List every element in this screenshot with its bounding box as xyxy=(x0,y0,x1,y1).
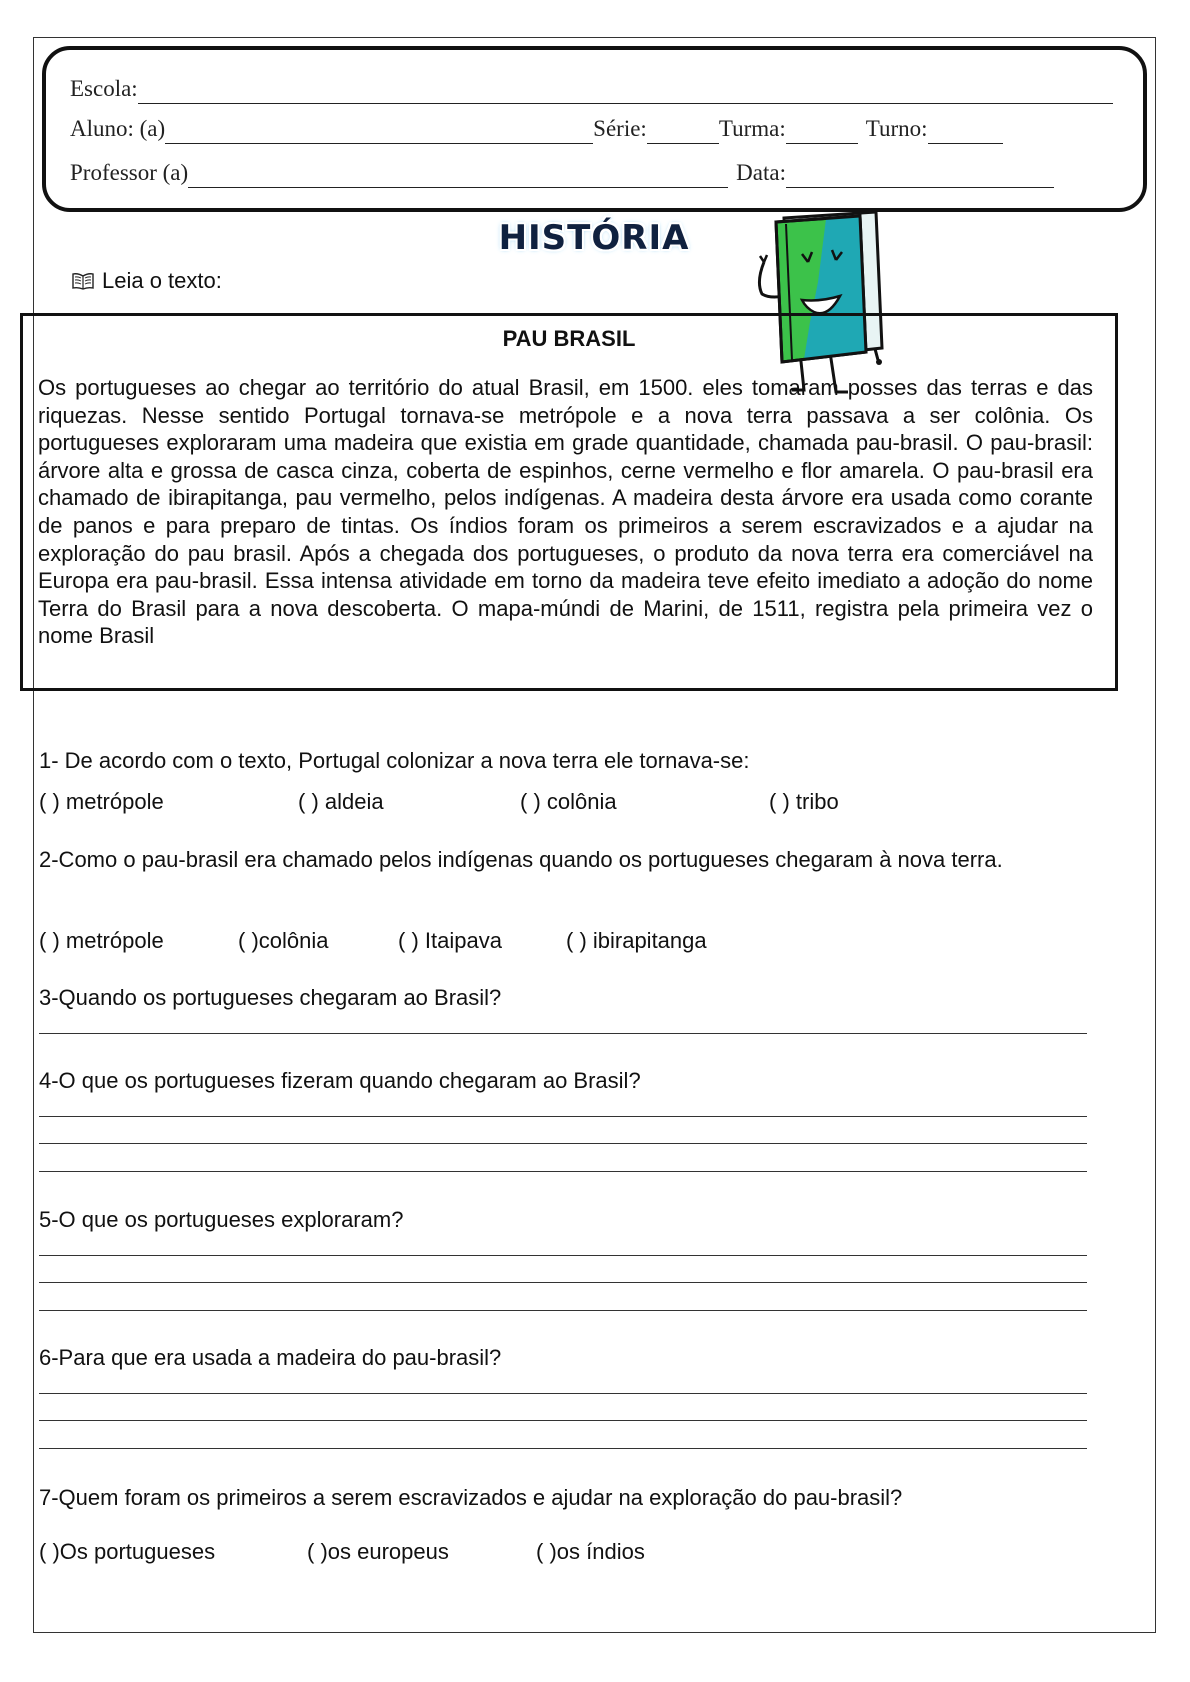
question-2: 2-Como o pau-brasil era chamado pelos indígenas quando os portugueses chegaram à nova terra. xyxy=(39,847,1003,872)
aluno-field[interactable] xyxy=(165,121,593,144)
student-info-header xyxy=(42,46,1147,212)
data-label: Data: xyxy=(736,160,786,185)
q2-option-itaipava[interactable]: ( ) Itaipava xyxy=(398,928,502,953)
q2-option-ibirapitanga[interactable]: ( ) ibirapitanga xyxy=(566,928,707,953)
turno-field[interactable] xyxy=(928,121,1003,144)
answer-line[interactable] xyxy=(39,1171,1087,1172)
question-6: 6-Para que era usada a madeira do pau-brasil? xyxy=(39,1345,502,1370)
answer-line[interactable] xyxy=(39,1143,1087,1144)
q2-option-metropole[interactable]: ( ) metrópole xyxy=(39,928,164,953)
question-3: 3-Quando os portugueses chegaram ao Brasil? xyxy=(39,985,502,1010)
answer-line[interactable] xyxy=(39,1255,1087,1256)
data-field[interactable] xyxy=(786,165,1054,188)
answer-line[interactable] xyxy=(39,1420,1087,1421)
professor-field[interactable] xyxy=(188,165,728,188)
q2-option-colonia[interactable]: ( )colônia xyxy=(238,928,329,953)
q1-option-colonia[interactable]: ( ) colônia xyxy=(520,789,617,814)
instruction xyxy=(72,268,222,294)
aluno-label: Aluno: (a) xyxy=(70,116,166,141)
reading-title: PAU BRASIL xyxy=(502,326,636,351)
q1-option-metropole[interactable]: ( ) metrópole xyxy=(39,789,164,814)
serie-label: Série: xyxy=(593,116,647,141)
q7-option-europeus[interactable]: ( )os europeus xyxy=(307,1539,449,1564)
answer-line[interactable] xyxy=(39,1033,1087,1034)
q7-option-indios[interactable]: ( )os índios xyxy=(536,1539,645,1564)
page-title: HISTÓRIA xyxy=(498,218,690,258)
professor-row xyxy=(70,160,1054,188)
question-1: 1- De acordo com o texto, Portugal colonizar a nova terra ele tornava-se: xyxy=(39,748,750,773)
answer-line[interactable] xyxy=(39,1393,1087,1394)
answer-line[interactable] xyxy=(39,1116,1087,1117)
turma-field[interactable] xyxy=(786,121,858,144)
question-4: 4-O que os portugueses fizeram quando chegaram ao Brasil? xyxy=(39,1068,641,1093)
turno-label: Turno: xyxy=(865,116,928,141)
q7-option-portugueses[interactable]: ( )Os portugueses xyxy=(39,1539,216,1564)
escola-label: Escola: xyxy=(70,76,138,101)
turma-label: Turma: xyxy=(718,116,786,141)
professor-label: Professor (a) xyxy=(70,160,189,185)
aluno-row xyxy=(70,116,1003,144)
instruction-text: Leia o texto: xyxy=(102,268,222,293)
open-book-icon xyxy=(72,272,94,290)
reading-box xyxy=(20,313,1118,691)
answer-line[interactable] xyxy=(39,1448,1087,1449)
answer-line[interactable] xyxy=(39,1310,1087,1311)
question-7: 7-Quem foram os primeiros a serem escravizados e ajudar na exploração do pau-brasil? xyxy=(39,1485,903,1510)
serie-field[interactable] xyxy=(647,121,719,144)
answer-line[interactable] xyxy=(39,1282,1087,1283)
q1-option-aldeia[interactable]: ( ) aldeia xyxy=(298,789,384,814)
question-5: 5-O que os portugueses exploraram? xyxy=(39,1207,404,1232)
q1-option-tribo[interactable]: ( ) tribo xyxy=(769,789,839,814)
escola-field[interactable] xyxy=(138,81,1113,104)
reading-body: Os portugueses ao chegar ao território do atual Brasil, em 1500. eles tomaram posses das terras e das riquezas. Nesse sentido Portugal tornava-se metrópole e a nova terra passava a ser colônia. Os portugueses exploraram uma madeira que existia em grade quantidade, chamada pau-brasil. O pau-brasil: árvore alta e grossa de casca cinza, coberta de espinhos, cerne vermelho e flor amarela. O pau-brasil era chamado de ibirapitanga, pau vermelho, pelos indígenas. A madeira desta árvore era usada como corante de panos e para preparo de tintas. Os índios foram os primeiros a serem escravizados e a ajudar na exploração do pau brasil. Após a chegada dos portugueses, o produto da nova terra era comerciável na Europa era pau-brasil. Essa intensa atividade em torno da madeira teve efeito imediato a adoção do nome Terra do Brasil para a nova descoberta. O mapa-múndi de Marini, de 1511, registra pela primeira vez o nome Brasil xyxy=(38,375,1093,649)
escola-row xyxy=(70,76,1113,104)
